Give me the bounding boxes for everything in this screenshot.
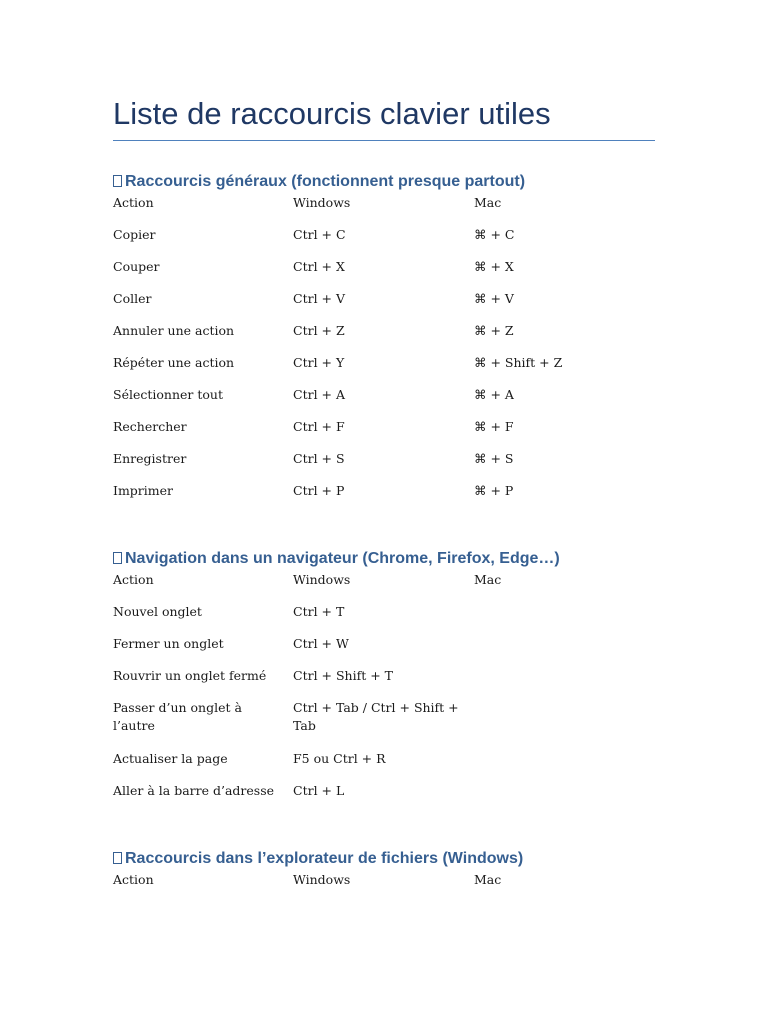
section-heading	[113, 549, 655, 571]
cell-mac: ⌘ + Z	[474, 323, 514, 338]
section-file-explorer	[113, 849, 655, 903]
cell-action: Copier	[113, 227, 156, 242]
cell-windows: Ctrl + X	[293, 259, 345, 274]
cell-action: Fermer un onglet	[113, 636, 224, 651]
section-heading	[113, 849, 655, 871]
cell-mac: ⌘ + F	[474, 419, 514, 434]
cell-action: Coller	[113, 291, 152, 306]
cell-action: Répéter une action	[113, 355, 235, 370]
missing-glyph-icon	[113, 852, 122, 864]
cell-mac	[474, 750, 655, 782]
cell-action: Aller à la barre d’adresse	[113, 783, 275, 798]
cell-mac	[474, 667, 655, 699]
cell-action: Enregistrer	[113, 451, 187, 466]
table-row	[113, 226, 655, 258]
table-row	[113, 258, 655, 290]
cell-action: Passer d’un onglet à l’autre	[113, 700, 242, 733]
cell-mac: ⌘ + V	[474, 291, 514, 306]
shortcuts-table	[113, 871, 655, 903]
cell-action: Rechercher	[113, 419, 187, 434]
section-heading-text: Raccourcis généraux (fonctionnent presque partout)	[125, 173, 526, 190]
table-row	[113, 782, 655, 814]
column-header-action: Action	[113, 872, 154, 887]
document-title: Liste de raccourcis clavier utiles	[113, 92, 655, 141]
cell-action: Nouvel onglet	[113, 604, 202, 619]
cell-mac	[474, 603, 655, 635]
table-header-row	[113, 871, 655, 903]
cell-windows: Ctrl + L	[293, 783, 345, 798]
table-row	[113, 450, 655, 482]
cell-action: Imprimer	[113, 483, 173, 498]
shortcuts-table	[113, 571, 655, 814]
cell-mac: ⌘ + X	[474, 259, 514, 274]
shortcuts-table	[113, 194, 655, 514]
missing-glyph-icon	[113, 552, 122, 564]
cell-action: Annuler une action	[113, 323, 235, 338]
cell-mac: ⌘ + Shift + Z	[474, 355, 563, 370]
cell-windows: Ctrl + C	[293, 227, 346, 242]
table-row	[113, 699, 655, 750]
cell-mac: ⌘ + A	[474, 387, 514, 402]
cell-windows: Ctrl + Z	[293, 323, 345, 338]
table-row	[113, 354, 655, 386]
cell-windows: Ctrl + S	[293, 451, 345, 466]
table-header-row	[113, 194, 655, 226]
cell-mac	[474, 699, 655, 750]
column-header-windows: Windows	[293, 872, 351, 887]
table-row	[113, 750, 655, 782]
table-row	[113, 322, 655, 354]
cell-mac: ⌘ + C	[474, 227, 515, 242]
table-row	[113, 667, 655, 699]
missing-glyph-icon	[113, 175, 122, 187]
section-heading	[113, 172, 655, 194]
section-general-shortcuts	[113, 172, 655, 514]
cell-mac	[474, 635, 655, 667]
column-header-mac: Mac	[474, 572, 502, 587]
cell-action: Couper	[113, 259, 160, 274]
cell-windows: Ctrl + P	[293, 483, 345, 498]
cell-windows: Ctrl + T	[293, 604, 345, 619]
table-row	[113, 418, 655, 450]
cell-action: Sélectionner tout	[113, 387, 223, 402]
column-header-mac: Mac	[474, 872, 502, 887]
cell-windows: F5 ou Ctrl + R	[293, 751, 386, 766]
column-header-windows: Windows	[293, 195, 351, 210]
cell-mac	[474, 782, 655, 814]
cell-action: Actualiser la page	[113, 751, 228, 766]
cell-windows: Ctrl + W	[293, 636, 349, 651]
column-header-action: Action	[113, 572, 154, 587]
column-header-action: Action	[113, 195, 154, 210]
cell-action: Rouvrir un onglet fermé	[113, 668, 267, 683]
section-heading-text: Raccourcis dans l’explorateur de fichiers (Windows)	[125, 850, 524, 867]
column-header-windows: Windows	[293, 572, 351, 587]
cell-mac: ⌘ + P	[474, 483, 514, 498]
document-page	[113, 92, 655, 141]
column-header-mac: Mac	[474, 195, 502, 210]
cell-windows: Ctrl + F	[293, 419, 345, 434]
table-row	[113, 482, 655, 514]
cell-mac: ⌘ + S	[474, 451, 514, 466]
table-row	[113, 386, 655, 418]
cell-windows: Ctrl + V	[293, 291, 346, 306]
table-row	[113, 603, 655, 635]
cell-windows: Ctrl + Tab / Ctrl + Shift + Tab	[293, 700, 459, 733]
table-header-row	[113, 571, 655, 603]
cell-windows: Ctrl + Y	[293, 355, 345, 370]
table-row	[113, 635, 655, 667]
section-browser-navigation	[113, 549, 655, 814]
cell-windows: Ctrl + Shift + T	[293, 668, 393, 683]
cell-windows: Ctrl + A	[293, 387, 346, 402]
table-row	[113, 290, 655, 322]
section-heading-text: Navigation dans un navigateur (Chrome, Firefox, Edge…)	[125, 550, 560, 567]
